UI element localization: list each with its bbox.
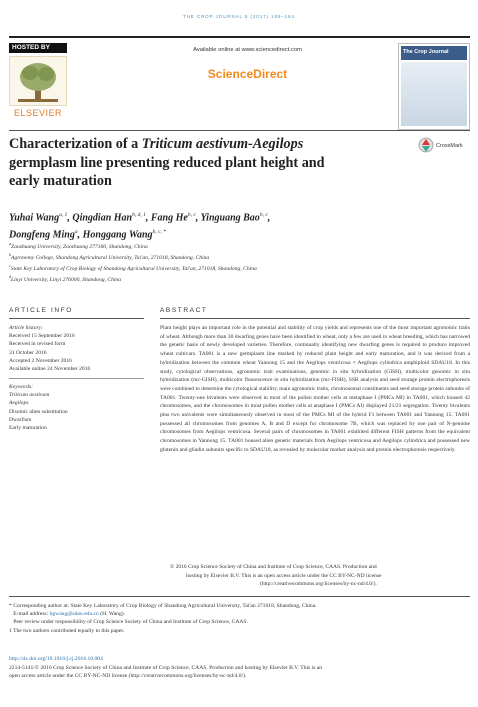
affiliation	[9, 252, 439, 261]
article-info-rule	[9, 318, 144, 319]
email-suffix: (H. Wang).	[98, 611, 126, 618]
keywords-block	[9, 383, 139, 432]
affiliation-marker: d	[9, 274, 11, 279]
history-item: Received in revised form	[9, 341, 66, 348]
history-item: Available online 24 November 2016	[9, 366, 91, 373]
author-name[interactable]: Qingdian Han	[72, 212, 133, 224]
author-superscript: a, 1	[59, 212, 68, 218]
author-superscript: b, c	[187, 212, 196, 218]
affiliation-text: Zaozhuang University, Zaozhuang 277160, Shandong, China	[11, 243, 148, 250]
email-label: E-mail address:	[13, 611, 50, 618]
author-superscript: b, c, *	[152, 229, 166, 236]
top-rule	[9, 36, 470, 38]
author-superscript: a	[74, 229, 78, 236]
bottom-copyright-line: 2214-5141/© 2016 Crop Science Society of China and Institute of Crop Science, CAAS. Production and hosting by Elsevier B.V. This is an	[9, 665, 323, 671]
copyright-line: hosting by Elsevier B.V. This is an open access article under the CC BY-NC-ND license	[186, 572, 382, 579]
peer-review-note: Peer review under responsibility of Crop Science Society of China and Institute of Crop Science, CAAS.	[13, 619, 248, 626]
history-item: Received 15 September 2016	[9, 333, 75, 340]
journal-running-header: THE CROP JOURNAL 5 (2017) 185–194	[183, 14, 295, 19]
author-name[interactable]: Dongfeng Ming	[9, 229, 75, 241]
keywords-label: Keywords:	[9, 384, 34, 390]
title-line2: germplasm line presenting reduced plant height and	[9, 154, 325, 171]
affiliation-text: Linyi University, Linyi 276000, Shandong, China	[11, 276, 122, 283]
equal-contribution-note: 1 The two authors contributed equally to this paper.	[9, 627, 125, 634]
author-name[interactable]: Honggang Wang	[82, 229, 153, 241]
keyword: Triticum aestivum	[9, 392, 50, 399]
history-item: 31 October 2016	[9, 349, 47, 356]
author-superscript: b, d, 1	[132, 212, 146, 218]
cover-title: The Crop Journal	[403, 49, 449, 55]
keyword: Aegilops	[9, 400, 29, 407]
email-link[interactable]: hgwang@sdau.edu.cn	[49, 611, 99, 618]
header-rule	[9, 130, 470, 131]
bottom-copyright-license[interactable]: open access article under the CC BY-NC-ND license (http://creativecommons.org/licenses/by-nc-nd/4.0/).	[9, 673, 247, 680]
author-list: Yuhai Wang$^{a, 1}$, Qingdian Han$^{b, d, 1}$, Fang He$^{b, c}$, Yinguang Bao$^{b, c}$, Dongfeng Ming$^a$, Honggang Wang$^{b, c, *}$	[9, 212, 271, 241]
crossmark-badge[interactable]	[418, 134, 468, 158]
corresponding-author-note: * Corresponding author at: State Key Laboratory of Crop Biology of Shandong Agricultural University, Tai'an 271018, Shandong, China.	[9, 603, 317, 609]
affiliation	[9, 263, 439, 272]
crossmark-label: CrossMark	[436, 143, 463, 149]
abstract-rule	[160, 318, 470, 319]
history-item: Accepted 2 November 2016	[9, 357, 72, 364]
title-line1-text: Characterization of a	[9, 136, 142, 152]
keyword: Disomic alien substitution	[9, 408, 68, 415]
article-history	[9, 324, 139, 373]
hosted-by-label: HOSTED BY	[9, 43, 67, 53]
author-name[interactable]: Fang He	[150, 212, 188, 224]
abstract-copyright	[160, 563, 470, 589]
available-online-text: Available online at www.sciencedirect.com	[193, 47, 302, 53]
article-info-heading: ARTICLE INFO	[9, 307, 73, 314]
affiliation	[9, 274, 439, 283]
keyword: Early maturation	[9, 425, 47, 432]
journal-cover-thumbnail[interactable]	[398, 43, 470, 130]
affiliation-marker: a	[9, 241, 11, 246]
title-line3: early maturation	[9, 173, 112, 189]
affiliation-marker: b	[9, 252, 11, 257]
keywords-rule	[9, 378, 144, 379]
affiliation	[9, 241, 439, 250]
affiliation-text: Agronomy College, Shandong Agricultural University, Tai'an, 271018, Shandong, China	[11, 254, 210, 261]
abstract-heading: ABSTRACT	[160, 307, 208, 314]
copyright-line: © 2016 Crop Science Society of China and Institute of Crop Science, CAAS. Production and	[170, 564, 377, 570]
copyright-license-link[interactable]: (http://creativecommons.org/licenses/by-nc-nd/4.0/).	[260, 581, 377, 588]
author-superscript: b, c	[259, 212, 268, 218]
doi-line	[9, 655, 469, 663]
keyword: Dwarfism	[9, 416, 32, 423]
author-name[interactable]: Yuhai Wang	[9, 212, 60, 224]
abstract-body: Plant height plays an important role in the potential and stability of crop yields and represents one of the most important agronomic traits of wheat. Although more than 30 dwarfing genes have been identified in wheat, only a few are used in wheat breeding, which has narrowed the genetic basis of newly developed varieties. Therefore, continually identifying new dwarfing genes is required to produce improved wheat cultivars. TA001 is a new germplasm line marked by reduced plant height and early maturation, and it was derived from a hybridization between the common wheat Yannong 15 and the Aegilops ventricosa × Aegilops cylindrica amphiploid SDAU18. In this study, cytological observations, agronomic trait examinations, genomic in situ hybridization (GISH), multicolor genomic in situ hybridization (mc-GISH), multicolor fluorescence in situ hybridization (mc-FISH), SSR analysis and seed storage protein electrophoresis were combined to determine the cytological stability, main agronomic traits, chromosomal constituents and seed storage protein subunits of TA001. Twenty-one bivalents were observed in most of the pollen mother cells at metaphase I (PMCs MI) in TA001, which housed 42 chromosomes, and the chromosomes in most pollen mother cells at anaphase I (PMCs AI) displayed 21/21 segregation. Twenty bivalents plus two univalents were simultaneously observed in most of the PMCs MI of the hybrid F1 between TA001 and Yannong 15. TA001 possessed all chromosomes from genomes A, B and D except for chromosome 7B, which was replaced by one pair of N-genome chromosomes from Aegilops ventricosa. Several pairs of chromosomes in TA001 exhibited different FISH patterns from the equivalent chromosomes in Yannong 15. TA001 housed alien genetic materials from Aegilops ventricosa and Aegilops cylindrica and possessed new glutenin and gliadin subunits specific to SDAU18, as revealed by molecular marker analysis and protein electrophoresis respectively.	[160, 325, 470, 453]
history-label: Article history:	[9, 325, 44, 331]
affiliation-text: State Key Laboratory of Crop Biology of Shandong Agricultural University, Tai'an, 271018, Shandong, China	[10, 265, 257, 272]
elsevier-wordmark: ELSEVIER	[13, 108, 63, 118]
footnotes	[9, 602, 469, 635]
bottom-copyright	[9, 664, 469, 680]
doi-link[interactable]: http://dx.doi.org/10.1016/j.cj.2016.10.004	[9, 656, 103, 662]
affiliation-marker: c	[9, 263, 11, 268]
title-line1-italic: Triticum aestivum-Aegilops	[141, 136, 304, 152]
cover-image	[401, 62, 467, 126]
author-name[interactable]: Yinguang Bao	[200, 212, 260, 224]
footnote-rule	[9, 596, 470, 597]
sciencedirect-logo[interactable]: ScienceDirect	[207, 67, 288, 81]
article-title	[9, 135, 409, 191]
elsevier-tree-logo	[9, 56, 67, 106]
